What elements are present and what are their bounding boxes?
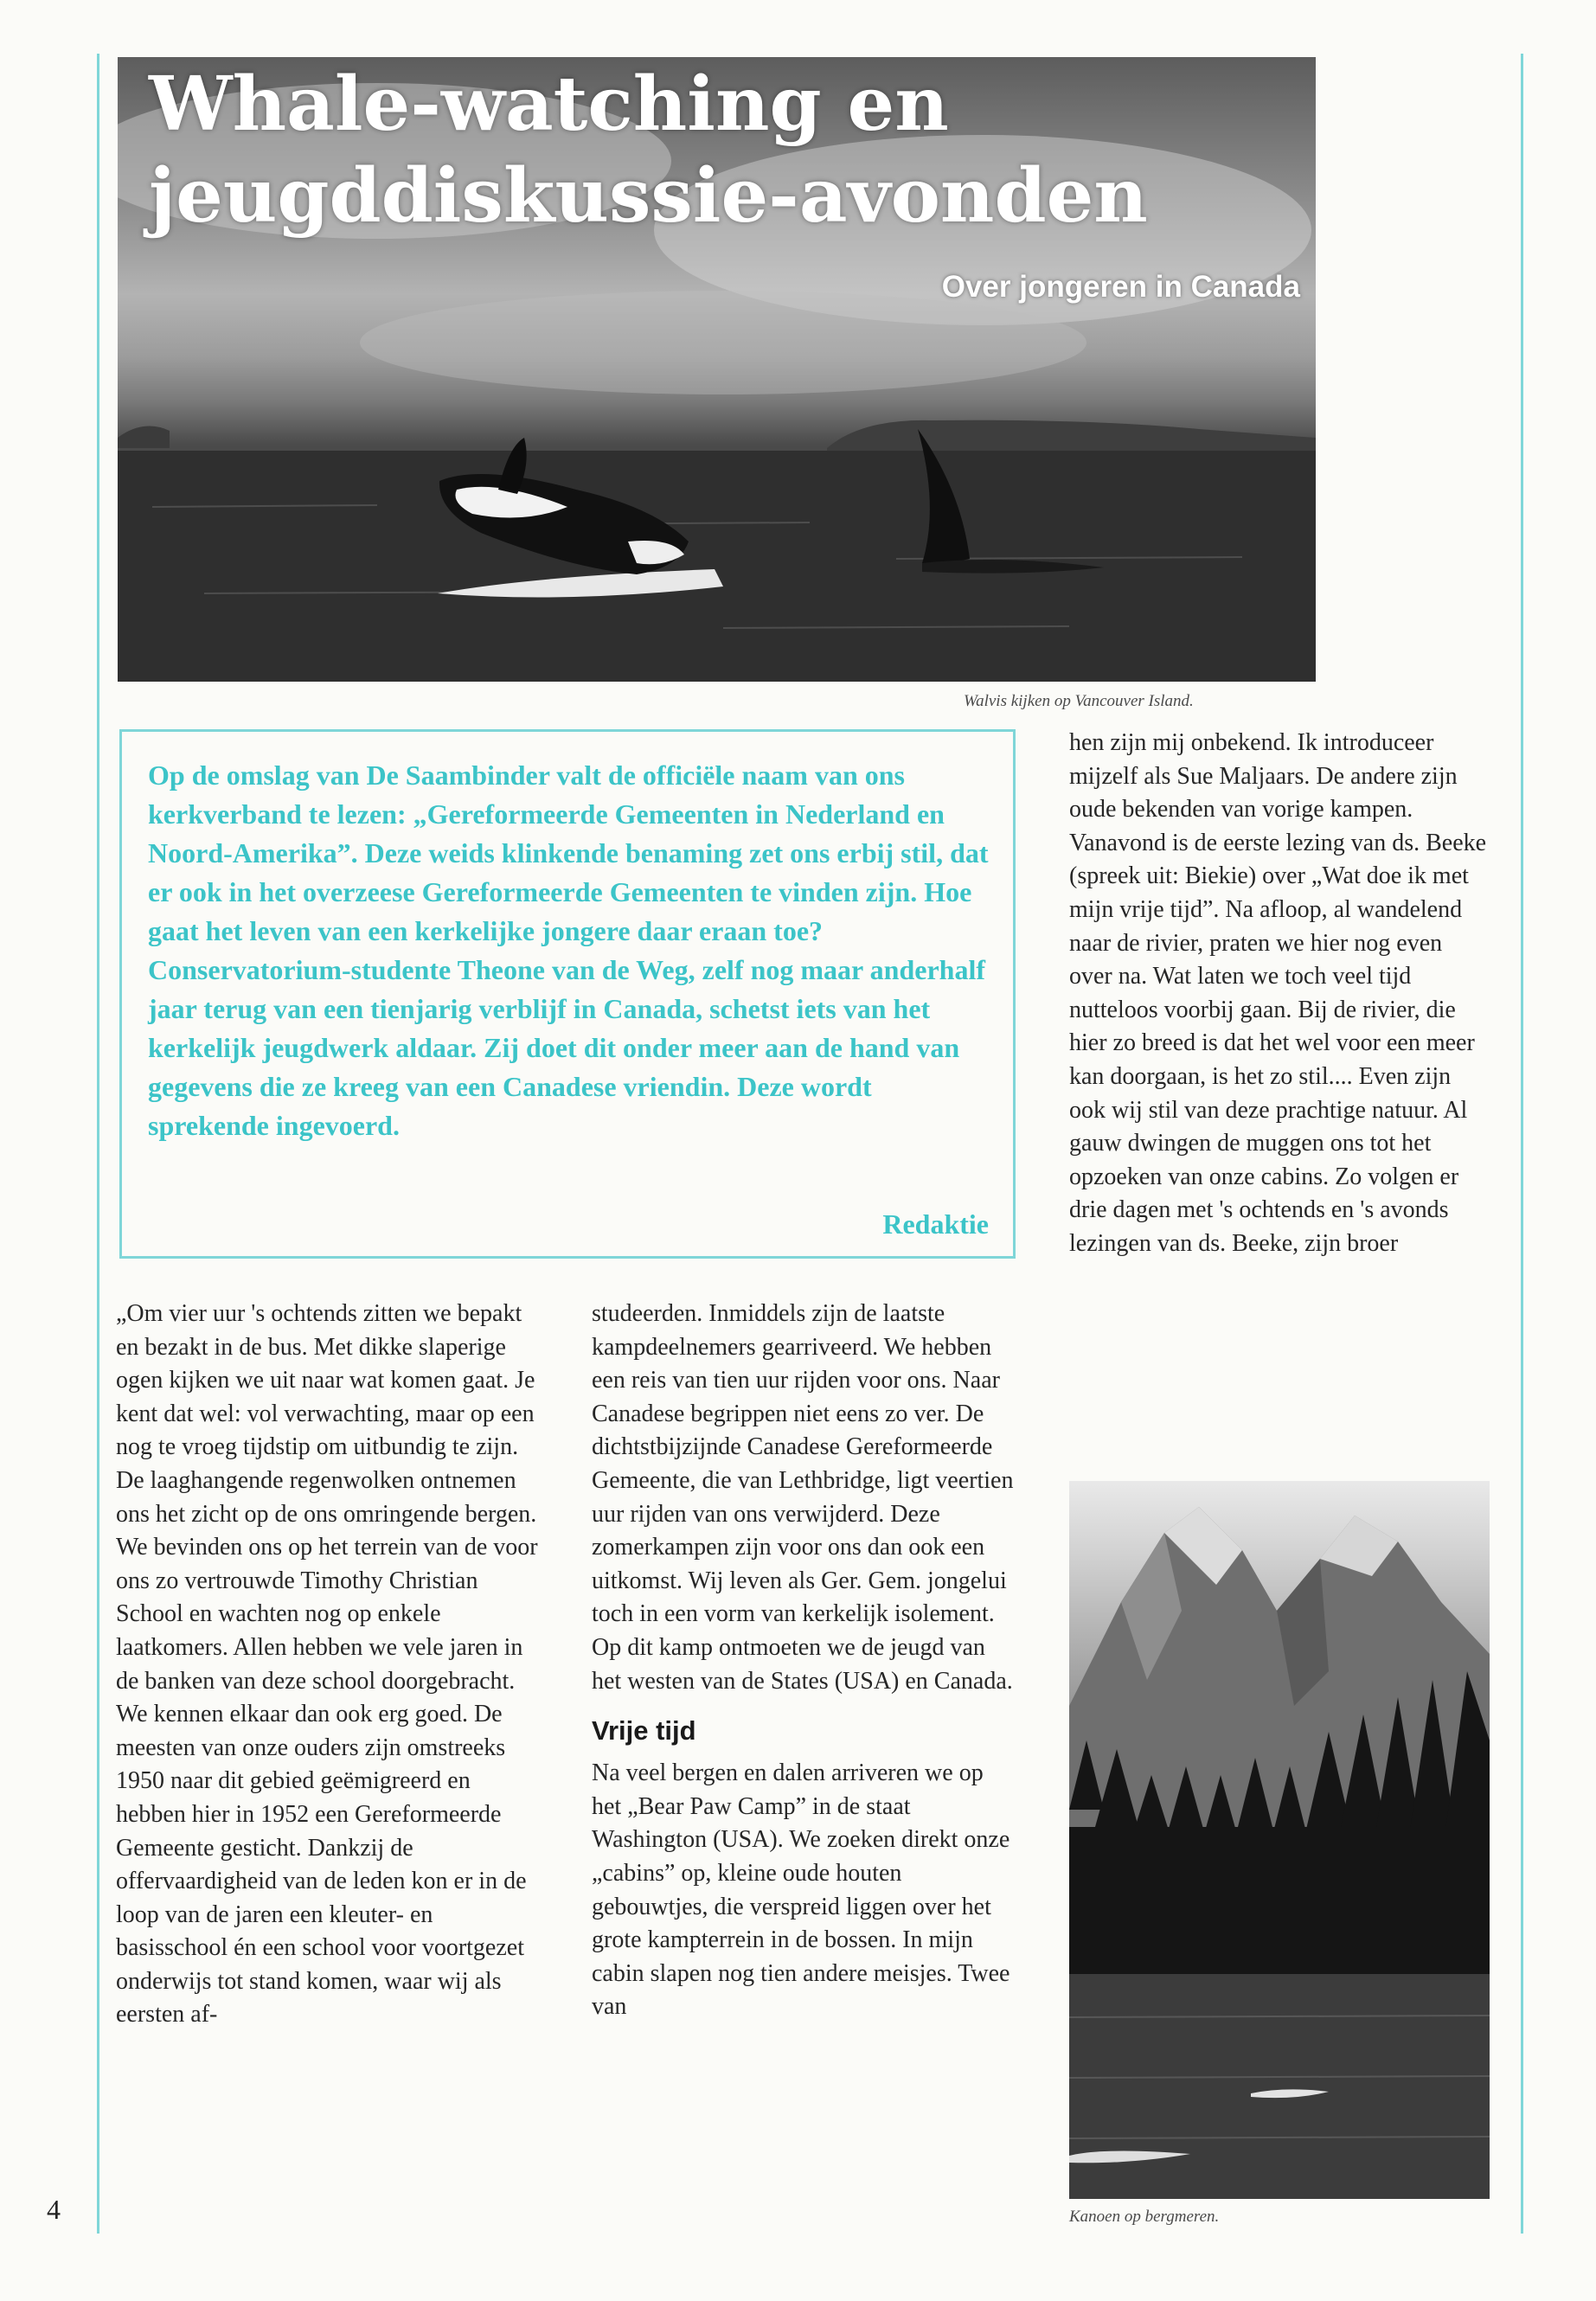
column-2-text-a: studeerden. Inmiddels zijn de laatste kampdeelnemers gearriveerd. We hebben een reis van tien uur rijden voor ons. Naar Canadese begrippen niet eens zo ver. De dichtstbijzijnde Canadese Gereformeerde Gemeente, die van Lethbridge, ligt veertien uur rijden van ons verwijderd. Deze zomerkampen zijn voor ons dan ook een uitkomst. Wij leven als Ger. Gem. jongelui toch in een vorm van kerkelijk isolement. Op dit kamp ontmoeten we de jeugd van het westen van de States (USA) en Canada. <box>592 1300 1014 1695</box>
article-title <box>149 59 1148 242</box>
column-1-text: „Om vier uur 's ochtends zitten we bepakt en bezakt in de bus. Met dikke slaperige ogen kijken we uit naar wat komen gaat. Je kent dat wel: vol verwachting, maar op een nog te vroeg tijdstip om uitbundig te zijn. De laaghangende regenwolken ontnemen ons het zicht op de ons omringende bergen. We bevinden ons op het terrein van de voor ons zo vertrouwde Timothy Christian School en wachten nog op enkele laatkomers. Allen hebben we vele jaren in de banken van deze school doorgebracht. We kennen elkaar dan ook erg goed. De meesten van onze ouders zijn omstreeks 1950 naar dit gebied geëmigreerd en hebben hier in 1952 een Gereformeerde Gemeente gesticht. Dankzij de offervaardigheid van de leden kon er in de loop van de jaren een kleuter- en basisschool én een school voor voortgezet onderwijs tot stand komen, waar wij als eersten af- <box>116 1300 538 2029</box>
whale-photo-caption: Walvis kijken op Vancouver Island. <box>964 692 1194 710</box>
title-line-1: Whale-watching en <box>149 61 949 148</box>
canoe-lake-photo <box>1069 1481 1490 2199</box>
right-margin-rule <box>1521 54 1523 2234</box>
mountain-lake-illustration <box>1069 1481 1490 2199</box>
column-3-text: hen zijn mij onbekend. Ik introduceer mijzelf als Sue Maljaars. De andere zijn oude bekenden van vorige kampen. Vanavond is de eerste lezing van ds. Beeke (spreek uit: Biekie) over „Wat doe ik met mijn vrije tijd”. Na afloop, al wandelend naar de rivier, praten we hier nog even over na. Wat laten we toch veel tijd nutteloos voorbij gaan. Bij de rivier, die hier zo breed is dat het wel voor een meer kan doorgaan, is het zo stil.... Even zijn ook wij stil van deze prachtige natuur. Al gauw dwingen de muggen ons tot het opzoeken van onze cabins. Zo volgen er drie dagen met 's ochtends en 's avonds lezingen van ds. Beeke, zijn broer <box>1069 729 1487 1257</box>
hero-whale-photo <box>118 57 1316 682</box>
page-number: 4 <box>47 2194 61 2225</box>
left-margin-rule <box>97 54 99 2234</box>
body-column-1 <box>116 1298 540 2032</box>
body-column-2 <box>592 1298 1017 2024</box>
intro-signature: Redaktie <box>882 1208 989 1240</box>
section-heading-vrije-tijd: Vrije tijd <box>592 1715 696 1747</box>
column-2-text-b: Na veel bergen en dalen arriveren we op het „Bear Paw Camp” in de staat Washington (USA). We zoeken direkt onze „cabins” op, kleine oude houten gebouwtjes, die verspreid liggen over het grote kampterrein in de bossen. In mijn cabin slapen nog tien andere meisjes. Twee van <box>592 1759 1010 2021</box>
intro-box <box>119 729 1016 1259</box>
canoe-photo-caption: Kanoen op bergmeren. <box>1069 2208 1220 2226</box>
title-line-2: jeugddiskussie-avonden <box>149 152 1148 240</box>
intro-text: Op de omslag van De Saambinder valt de officiële naam van ons kerkverband te lezen: „Gereformeerde Gemeenten in Nederland en Noord-Amerika”. Deze weids klinkende benaming zet ons erbij stil, dat er ook in het overzeese Gereformeerde Gemeenten te vinden zijn. Hoe gaat het leven van een kerkelijke jongere daar eraan toe? Conservatorium-studente Theone van de Weg, zelf nog maar anderhalf jaar terug van een tienjarig verblijf in Canada, schetst iets van het kerkelijk jeugdwerk aldaar. Zij doet dit onder meer aan de hand van gegevens die ze kreeg van een Canadese vriendin. Deze wordt sprekende ingevoerd. <box>148 760 989 1141</box>
body-column-3 <box>1069 727 1490 1261</box>
article-subtitle: Over jongeren in Canada <box>941 270 1300 304</box>
